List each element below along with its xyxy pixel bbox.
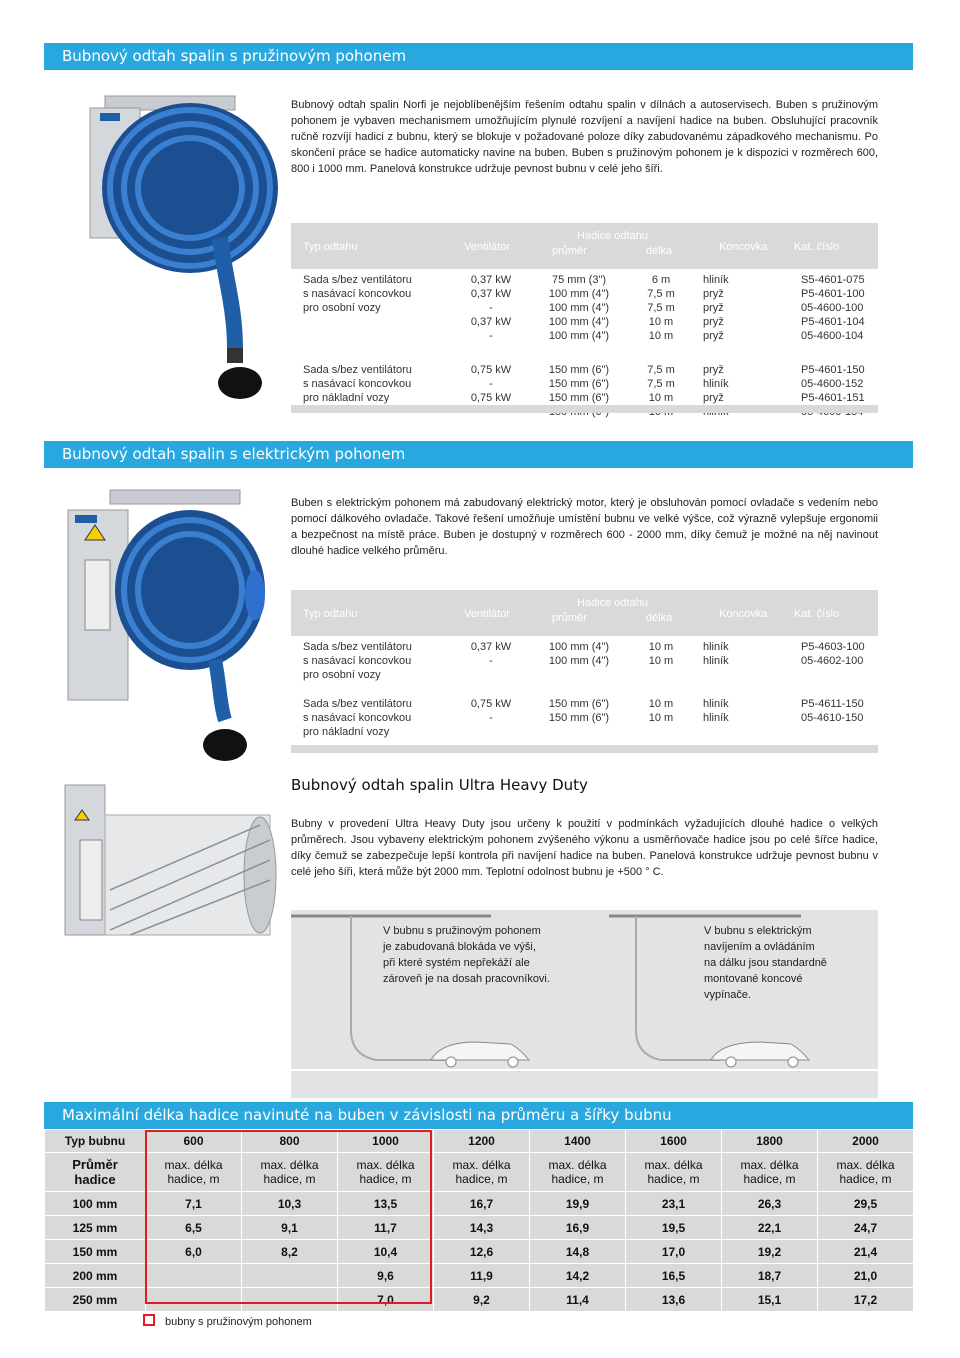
table-cell: pro osobní vozy	[303, 669, 381, 681]
table-group	[291, 640, 878, 682]
header-delka: délka	[646, 245, 673, 257]
table-cell: Sada s/bez ventilátoru	[303, 641, 412, 653]
column-type	[303, 273, 453, 315]
table-cell: 150 mm (6")	[548, 712, 610, 724]
table-cell: 6 m	[651, 274, 671, 286]
table-cell: s nasávací koncovkou	[303, 655, 412, 667]
electric-table-header	[291, 590, 878, 636]
table-cell: pro osobní vozy	[303, 302, 381, 314]
value-cell: 19,5	[626, 1216, 722, 1240]
legend	[143, 1314, 312, 1328]
table-cell: 05-4610-150	[801, 712, 864, 724]
table-cell: 150 mm (6")	[548, 364, 610, 376]
table-cell: 10 m	[648, 392, 674, 404]
table-cell: 0,37 kW	[470, 316, 512, 328]
table-group	[291, 273, 878, 343]
max-length-label: max. délka hadice, m	[338, 1153, 434, 1192]
value-cell: 9,6	[338, 1264, 434, 1288]
max-length-label: max. délka hadice, m	[146, 1153, 242, 1192]
value-cell: 17,2	[818, 1288, 914, 1312]
table-cell: Sada s/bez ventilátoru	[303, 364, 412, 376]
column-vent	[451, 697, 531, 725]
column-kat	[801, 640, 878, 668]
table-cell: 10 m	[648, 698, 674, 710]
value-cell: 10,3	[242, 1192, 338, 1216]
max-length-label: max. délka hadice, m	[242, 1153, 338, 1192]
value-cell: 19,2	[722, 1240, 818, 1264]
diameter-cell: 200 mm	[45, 1264, 146, 1288]
table-cell: 100 mm (4")	[548, 330, 610, 342]
panel-line: je zabudovaná blokáda ve výši,	[383, 941, 536, 953]
value-cell: 7,1	[146, 1192, 242, 1216]
header-kat: Kat. číslo	[794, 241, 840, 253]
value-cell: 21,0	[818, 1264, 914, 1288]
value-cell: 22,1	[722, 1216, 818, 1240]
section-title-electric: Bubnový odtah spalin s elektrickým pohonem	[44, 441, 913, 468]
column-konc	[703, 697, 763, 725]
table-cell: pryž	[703, 330, 724, 342]
table-cell: P5-4601-150	[801, 364, 865, 376]
table-cell: 7,5 m	[647, 378, 675, 390]
width-header: 1000	[338, 1130, 434, 1153]
value-cell: 24,7	[818, 1216, 914, 1240]
panel-line: při které systém nepřekáží ale	[383, 957, 530, 969]
header-prumer: průměr	[552, 612, 587, 624]
width-header: 600	[146, 1130, 242, 1153]
electric-reel-image	[50, 485, 275, 770]
type-label: Typ bubnu	[45, 1130, 146, 1153]
header-koncovka: Koncovka	[719, 608, 768, 620]
value-cell: 13,6	[626, 1288, 722, 1312]
table-cell: 7,5 m	[647, 288, 675, 300]
spring-table-footer	[291, 405, 878, 413]
table-cell: pryž	[703, 392, 724, 404]
width-header: 1200	[434, 1130, 530, 1153]
table-cell: -	[489, 330, 493, 342]
section-title-ultra: Bubnový odtah spalin Ultra Heavy Duty	[291, 776, 588, 794]
table-cell: Sada s/bez ventilátoru	[303, 274, 412, 286]
value-cell: 16,7	[434, 1192, 530, 1216]
spring-description: Bubnový odtah spalin Norfi je nejoblíbenějším řešením odtahu spalin v dílnách a autoservisech. Buben s pružinovým pohonem je vybaven mechanismem umožňujícím plynulé rozvíjení a navíjení hadice na buben. Obsluhující pracovník ručně rozvíjí hadici z bubnu, který se blokuje v požadované poloze díky zabudovanému západkového mechanismu. Po skončení práce se hadice automaticky navine na buben. Buben s pružinovým pohonem je k dispozici v rozměrech 600, 800 i 1000 mm. Panelová konstrukce udržuje pevnost bubnu v celé jeho šíři.	[291, 99, 878, 175]
table-cell: pryž	[703, 316, 724, 328]
max-length-label: max. délka hadice, m	[818, 1153, 914, 1192]
header-ventilator: Ventilátor	[464, 241, 510, 253]
column-prumer	[531, 640, 627, 668]
header-hadice: Hadice odtahu	[577, 230, 648, 242]
spring-highlight-box	[145, 1130, 432, 1304]
column-prumer	[531, 697, 627, 725]
table-cell: pro nákladní vozy	[303, 726, 390, 738]
legend-swatch	[143, 1314, 155, 1326]
ultra-description: Bubny v provedení Ultra Heavy Duty jsou určeny k použití v podmínkách vyžadujících dlouhé hadice o velkých průměrech. Jsou vybaveny elektrickým pohonem zvýšeného výkonu a usměrňovače hadice jsou po celé šířce hadice, díky čemuž se zabezpečuje lepší kontrola při navíjení hadice na buben. Panelová konstrukce udržuje pevnost bubnu v celé jeho šíři, která může být 2000 mm. Teplotní odolnost bubnu je +500 ° C.	[291, 818, 878, 878]
table-cell: 0,37 kW	[470, 274, 512, 286]
header-typ: Typ odtahu	[303, 608, 358, 620]
column-delka	[621, 640, 701, 668]
ultra-reel-image	[60, 780, 280, 950]
table-cell: 05-4600-152	[801, 378, 864, 390]
column-type	[303, 640, 453, 682]
value-cell: 11,4	[530, 1288, 626, 1312]
width-header: 800	[242, 1130, 338, 1153]
table-cell: P5-4601-100	[801, 288, 865, 300]
column-delka	[621, 697, 701, 725]
value-cell: 16,5	[626, 1264, 722, 1288]
table-cell: 10 m	[648, 316, 674, 328]
electric-table	[291, 590, 878, 739]
table-cell: 0,75 kW	[470, 364, 512, 376]
table-cell: 75 mm (3")	[551, 274, 607, 286]
spring-table-header	[291, 223, 878, 269]
column-delka	[621, 273, 701, 343]
value-cell: 21,4	[818, 1240, 914, 1264]
table-cell: 05-4600-104	[801, 330, 864, 342]
column-vent	[451, 640, 531, 668]
section-title-spring: Bubnový odtah spalin s pružinovým pohonem	[44, 43, 913, 70]
table-cell: pryž	[703, 288, 724, 300]
value-cell: 13,5	[338, 1192, 434, 1216]
value-cell: 11,7	[338, 1216, 434, 1240]
header-hadice: Hadice odtahu	[577, 597, 648, 609]
width-header: 2000	[818, 1130, 914, 1153]
table-cell: 150 mm (6")	[548, 392, 610, 404]
value-cell: 10,4	[338, 1240, 434, 1264]
table-cell: hliník	[703, 378, 729, 390]
legend-label: bubny s pružinovým pohonem	[165, 1316, 312, 1328]
value-cell: 11,9	[434, 1264, 530, 1288]
table-cell: 10 m	[648, 641, 674, 653]
value-cell: 29,5	[818, 1192, 914, 1216]
header-kat: Kat. číslo	[794, 608, 840, 620]
table-cell: 0,75 kW	[470, 392, 512, 404]
max-length-label: max. délka hadice, m	[434, 1153, 530, 1192]
panel-line: zároveň je na dosah pracovníkovi.	[383, 973, 550, 985]
table-cell: 05-4600-100	[801, 302, 864, 314]
column-kat	[801, 273, 878, 343]
panel-line: V bubnu s pružinovým pohonem	[383, 925, 541, 937]
table-cell: pro nákladní vozy	[303, 392, 390, 404]
table-cell: P5-4601-151	[801, 392, 865, 404]
value-cell: 19,9	[530, 1192, 626, 1216]
table-cell: pryž	[703, 364, 724, 376]
width-header: 1600	[626, 1130, 722, 1153]
table-cell: -	[489, 712, 493, 724]
table-cell: 150 mm (6")	[548, 698, 610, 710]
table-cell: 100 mm (4")	[548, 655, 610, 667]
table-cell: hliník	[703, 274, 729, 286]
electric-table-footer	[291, 745, 878, 753]
value-cell: 23,1	[626, 1192, 722, 1216]
table-cell: pryž	[703, 302, 724, 314]
panel-line: navíjením a ovládáním	[704, 941, 815, 953]
table-cell: 10 m	[648, 655, 674, 667]
info-panel	[291, 910, 878, 1098]
value-cell: 18,7	[722, 1264, 818, 1288]
spring-table	[291, 223, 878, 419]
diameter-cell: 125 mm	[45, 1216, 146, 1240]
column-vent	[451, 273, 531, 343]
spring-reel-image	[50, 88, 280, 418]
table-cell: 0,37 kW	[470, 641, 512, 653]
value-cell: 7,0	[338, 1288, 434, 1312]
value-cell: 8,2	[242, 1240, 338, 1264]
width-header: 1400	[530, 1130, 626, 1153]
diameter-label: Průměr hadice	[45, 1153, 146, 1192]
max-length-label: max. délka hadice, m	[530, 1153, 626, 1192]
table-cell: 10 m	[648, 330, 674, 342]
table-cell: 7,5 m	[647, 364, 675, 376]
max-length-label: max. délka hadice, m	[626, 1153, 722, 1192]
table-cell: hliník	[703, 712, 729, 724]
table-cell: s nasávací koncovkou	[303, 378, 412, 390]
value-cell: 15,1	[722, 1288, 818, 1312]
column-konc	[703, 273, 763, 343]
diameter-cell: 250 mm	[45, 1288, 146, 1312]
header-prumer: průměr	[552, 245, 587, 257]
value-cell: 9,2	[434, 1288, 530, 1312]
value-cell: 26,3	[722, 1192, 818, 1216]
table-cell: -	[489, 378, 493, 390]
table-cell: 100 mm (4")	[548, 316, 610, 328]
value-cell: 16,9	[530, 1216, 626, 1240]
diameter-cell: 150 mm	[45, 1240, 146, 1264]
value-cell: 17,0	[626, 1240, 722, 1264]
column-type	[303, 363, 453, 405]
column-kat	[801, 697, 878, 725]
panel-line: na dálku jsou standardně	[704, 957, 827, 969]
table-cell: P5-4611-150	[801, 698, 864, 710]
table-cell: 100 mm (4")	[548, 302, 610, 314]
value-cell: 12,6	[434, 1240, 530, 1264]
diameter-cell: 100 mm	[45, 1192, 146, 1216]
table-cell: 7,5 m	[647, 302, 675, 314]
panel-line: V bubnu s elektrickým	[704, 925, 812, 937]
table-cell: -	[489, 302, 493, 314]
table-cell: 150 mm (6")	[548, 378, 610, 390]
value-cell: 14,8	[530, 1240, 626, 1264]
column-prumer	[531, 273, 627, 343]
table-cell: s nasávací koncovkou	[303, 712, 412, 724]
panel-right-text	[704, 923, 827, 1003]
panel-line: montované koncové	[704, 973, 803, 985]
table-cell: P5-4601-104	[801, 316, 865, 328]
table-cell: 10 m	[648, 712, 674, 724]
value-cell: 14,3	[434, 1216, 530, 1240]
column-type	[303, 697, 453, 739]
table-cell: S5-4601-075	[801, 274, 865, 286]
table-cell: hliník	[703, 641, 729, 653]
section-title-max: Maximální délka hadice navinuté na buben v závislosti na průměru a šířky bubnu	[44, 1102, 913, 1129]
header-delka: délka	[646, 612, 673, 624]
table-cell: 0,37 kW	[470, 288, 512, 300]
table-cell: hliník	[703, 655, 729, 667]
table-cell: 100 mm (4")	[548, 641, 610, 653]
table-group	[291, 697, 878, 739]
electric-description: Buben s elektrickým pohonem má zabudovaný elektrický motor, který je obsluhován pomocí ovladače s vedením nebo pomocí dálkového ovladače. Takové řešení umožňuje umístění bubnu ve velké výšce, což výrazně vylepšuje ergonomii a bezpečnost na místě práce. Buben je dostupný v rozměrech 600 - 2000 mm, díky čemuž je možné na něj navinout dlouhé hadice velkého průměru.	[291, 497, 878, 557]
table-cell: 0,75 kW	[470, 698, 512, 710]
header-typ: Typ odtahu	[303, 241, 358, 253]
width-header: 1800	[722, 1130, 818, 1153]
value-cell: 14,2	[530, 1264, 626, 1288]
column-konc	[703, 640, 763, 668]
table-cell: P5-4603-100	[801, 641, 865, 653]
max-length-label: max. délka hadice, m	[722, 1153, 818, 1192]
header-koncovka: Koncovka	[719, 241, 768, 253]
value-cell: 6,5	[146, 1216, 242, 1240]
table-cell: -	[489, 655, 493, 667]
header-ventilator: Ventilátor	[464, 608, 510, 620]
table-cell: hliník	[703, 698, 729, 710]
value-cell: 6,0	[146, 1240, 242, 1264]
table-cell: 05-4602-100	[801, 655, 864, 667]
table-cell: 100 mm (4")	[548, 288, 610, 300]
value-cell: 9,1	[242, 1216, 338, 1240]
panel-line: vypínače.	[704, 989, 752, 1001]
table-cell: Sada s/bez ventilátoru	[303, 698, 412, 710]
panel-left-text	[383, 923, 550, 987]
table-cell: s nasávací koncovkou	[303, 288, 412, 300]
